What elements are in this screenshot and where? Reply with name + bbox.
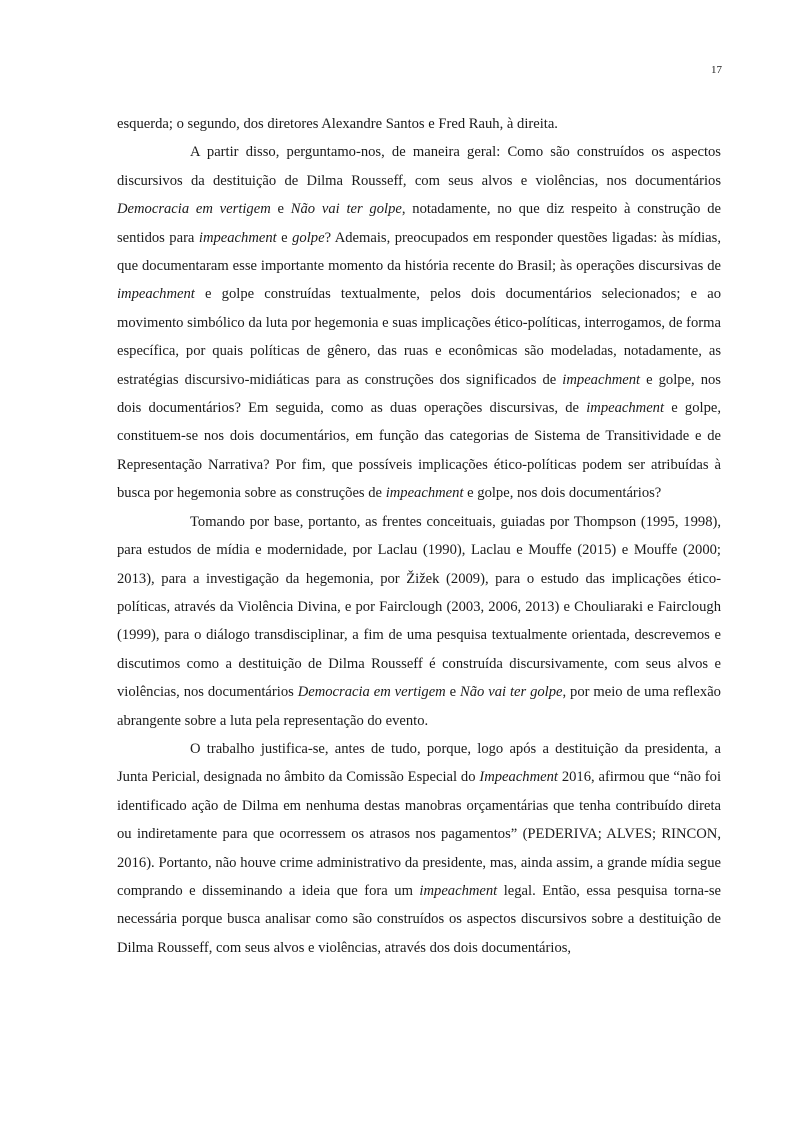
- text-run: e golpe, constituem-se nos dois documentários, em função das categorias de Sistema de Transitividade e de Representação Narrativa? Por fim, que possíveis implicações ético-políticas podem ser atribuídas à busca por hegemonia sobre as construções de: [117, 400, 721, 502]
- paragraph: [117, 138, 721, 507]
- paragraph: [117, 110, 721, 138]
- italic-run: Democracia em vertigem: [117, 201, 271, 218]
- text-run: ? Ademais, preocupados em responder questões ligadas: às mídias, que documentaram esse importante momento da história recente do Brasil; às operações discursivas de: [117, 229, 721, 275]
- italic-run: impeachment: [419, 882, 498, 899]
- italic-run: golpe: [292, 229, 325, 246]
- italic-run: Não vai ter golpe: [460, 684, 563, 701]
- text-run: e: [270, 201, 291, 218]
- text-run: e: [445, 684, 460, 701]
- page-number: 17: [711, 64, 722, 76]
- paragraph: [117, 735, 721, 962]
- text-run: 2016, afirmou que “não foi identificado ação de Dilma em nenhuma destas manobras orçamentárias que tenha contribuído direta ou indiretamente para que ocorressem os atrasos nos pagamentos” (PEDERIVA; ALVES; RINCON, 2016). Portanto, não houve crime administrativo da presidente, mas, ainda assim, a grande mídia segue comprando e disseminando a ideia que fora um: [117, 769, 722, 899]
- text-run: e: [276, 229, 293, 246]
- text-run: e golpe, nos dois documentários? Em seguida, como as duas operações discursivas, de: [117, 371, 721, 417]
- paragraph: [117, 508, 721, 735]
- italic-run: impeachment: [586, 400, 665, 417]
- italic-run: Impeachment: [479, 769, 558, 786]
- text-run: , por meio de uma reflexão abrangente sobre a luta pela representação do evento.: [117, 684, 721, 729]
- italic-run: Não vai ter golpe: [290, 201, 402, 218]
- text-run: , notadamente, no que diz respeito à construção de sentidos para: [117, 201, 721, 246]
- italic-run: impeachment: [198, 229, 277, 246]
- text-run: O trabalho justifica-se, antes de tudo, porque, logo após a destituição da presidenta, a Junta Pericial, designada no âmbito da Comissão Especial do: [117, 740, 721, 786]
- text-run: e golpe, nos dois documentários?: [463, 485, 662, 502]
- body-text: [117, 110, 721, 962]
- text-run: e golpe construídas textualmente, pelos dois documentários selecionados; e ao movimento simbólico da luta por hegemonia e suas implicações ético-políticas, interrogamos, de forma específica, por quais políticas de gênero, das ruas e econômicas são modeladas, notadamente, as estratégias discursivo-midiáticas para as construções dos significados de: [117, 286, 721, 388]
- text-run: A partir disso, perguntamo-nos, de maneira geral: Como são construídos os aspectos discursivos da destituição de Dilma Rousseff, com seus alvos e violências, nos documentários: [117, 144, 721, 189]
- text-run: Tomando por base, portanto, as frentes conceituais, guiadas por Thompson (1995, 1998), para estudos de mídia e modernidade, por Laclau (1990), Laclau e Mouffe (2015) e Mouffe (2000; 2013), para a investigação da hegemonia, por Žižek (2009), para o estudo das implicações ético-políticas, através da Violência Divina, e por Fairclough (2003, 2006, 2013) e Chouliaraki e Fairclough (1999), para o diálogo transdisciplinar, a fim de uma pesquisa textualmente orientada, descrevemos e discutimos como a destituição de Dilma Rousseff é construída discursivamente, com seus alvos e violências, nos documentários: [117, 513, 721, 701]
- text-run: legal. Então, essa pesquisa torna-se necessária porque busca analisar como são construídos os aspectos discursivos sobre a destituição de Dilma Rousseff, com seus alvos e violências, através dos dois documentários,: [117, 882, 721, 956]
- italic-run: impeachment: [385, 485, 464, 502]
- italic-run: impeachment: [117, 286, 195, 303]
- italic-run: impeachment: [562, 371, 641, 388]
- text-run: esquerda; o segundo, dos diretores Alexandre Santos e Fred Rauh, à direita.: [117, 116, 558, 132]
- italic-run: Democracia em vertigem: [297, 684, 446, 701]
